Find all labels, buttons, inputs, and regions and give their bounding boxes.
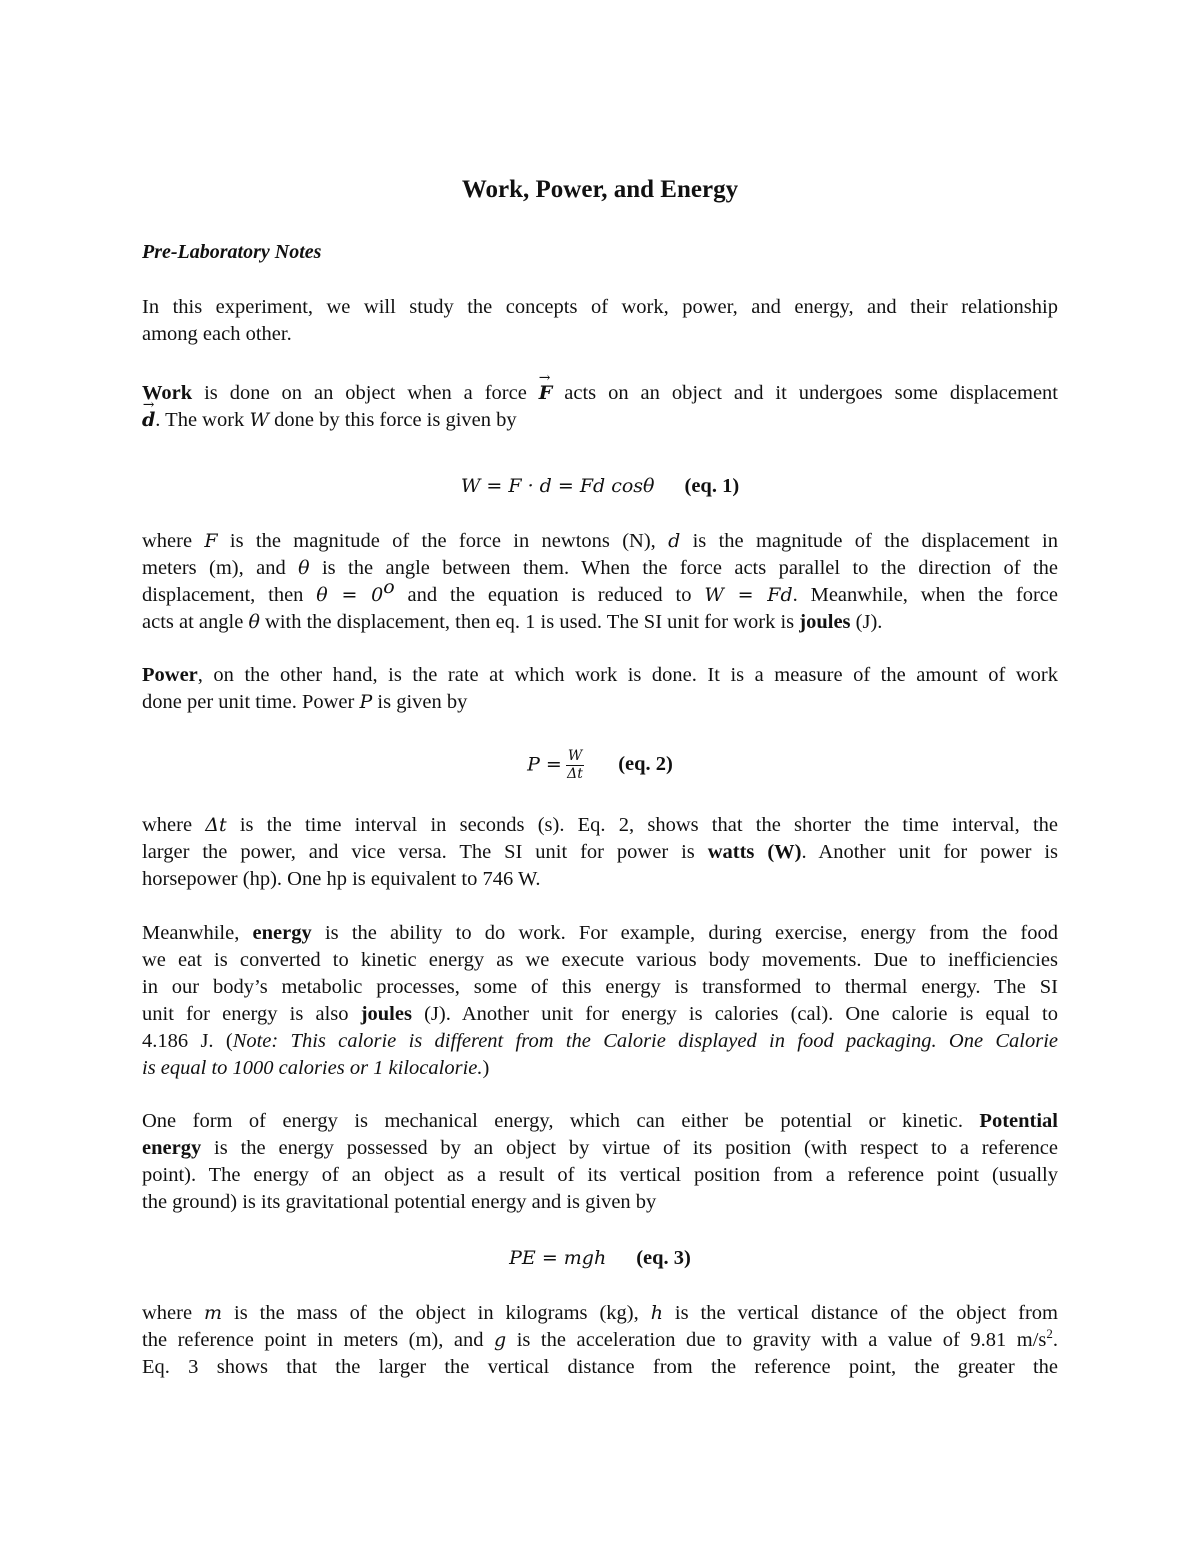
displacement-vector: → d bbox=[142, 407, 155, 434]
equation-1 bbox=[0, 470, 1200, 501]
power-line-1: Power, on the other hand, is the rate at which work is done. It is a measure of the amount of work bbox=[142, 664, 1058, 686]
power-explain-line-3: horsepower (hp). One hp is equivalent to 746 W. bbox=[142, 868, 541, 890]
energy-line-5: 4.186 J. (Note: This calorie is different from the Calorie displayed in food packaging. One Calorie bbox=[142, 1030, 1058, 1052]
section-subtitle: Pre-Laboratory Notes bbox=[142, 241, 322, 263]
energy-term: energy bbox=[252, 922, 312, 944]
intro-line-2: among each other. bbox=[142, 323, 292, 345]
potential-line-1: One form of energy is mechanical energy, which can either be potential or kinetic. Potential bbox=[142, 1110, 1058, 1132]
intro-paragraph bbox=[142, 294, 1058, 348]
equation-3 bbox=[0, 1242, 1200, 1273]
pe-explain-line-1: where m is the mass of the object in kilograms (kg), h is the vertical distance of the object from bbox=[142, 1302, 1058, 1324]
force-vector: → F bbox=[539, 380, 553, 407]
energy-line-3: in our body’s metabolic processes, some of this energy is transformed to thermal energy. The SI bbox=[142, 976, 1058, 998]
work-paragraph bbox=[142, 380, 1058, 434]
potential-line-4: the ground) is its gravitational potential energy and is given by bbox=[142, 1191, 657, 1213]
page-title: Work, Power, and Energy bbox=[461, 176, 739, 203]
work-explain-line-3: displacement, then $\theta = 0^o$ and the equation is reduced to W = Fd. Meanwhile, when the force bbox=[142, 576, 1059, 606]
pe-explanation-paragraph bbox=[142, 1300, 1058, 1381]
energy-line-1: Meanwhile, energy is the ability to do work. For example, during exercise, energy from the food bbox=[142, 922, 1058, 944]
work-explain-line-2: meters (m), and θ is the angle between them. When the force acts parallel to the direction of the bbox=[142, 557, 1058, 579]
power-explain-line-2: larger the power, and vice versa. The SI unit for power is watts (W). Another unit for power is bbox=[142, 841, 1058, 863]
power-explanation-paragraph bbox=[142, 812, 1058, 893]
intro-line-1: In this experiment, we will study the concepts of work, power, and energy, and their relationship bbox=[142, 296, 1058, 318]
equation-2-fraction: $\frac{W}{\Delta t}$ bbox=[567, 748, 583, 782]
power-line-2: done per unit time. Power P is given by bbox=[142, 691, 468, 713]
potential-line-2: energy is the energy possessed by an object by virtue of its position (with respect to a reference bbox=[142, 1137, 1058, 1159]
equation-1-tag: (eq. 1) bbox=[684, 475, 740, 497]
work-explanation-paragraph bbox=[142, 528, 1058, 636]
potential-energy-paragraph bbox=[142, 1108, 1058, 1216]
pe-explain-line-3: Eq. 3 shows that the larger the vertical distance from the reference point, the greater the bbox=[142, 1356, 1058, 1378]
power-paragraph bbox=[142, 662, 1058, 716]
work-line-1: Work is done on an object when a force → F acts on an object and it undergoes some displacement bbox=[142, 380, 1058, 407]
calorie-note: Note: This calorie is different from the Calorie displayed in food packaging. One Calorie bbox=[232, 1030, 1058, 1052]
work-explain-line-4: acts at angle θ with the displacement, then eq. 1 is used. The SI unit for work is joules (J). bbox=[142, 611, 883, 633]
equation-2-lhs: P = bbox=[527, 753, 562, 776]
power-term: Power bbox=[142, 664, 198, 686]
equation-2 bbox=[0, 748, 1200, 783]
energy-line-6: is equal to 1000 calories or 1 kilocalorie.) bbox=[142, 1057, 490, 1079]
energy-paragraph bbox=[142, 920, 1058, 1082]
power-explain-line-1: where Δt is the time interval in seconds (s). Eq. 2, shows that the shorter the time interval, the bbox=[142, 814, 1058, 836]
work-explain-line-1: where F is the magnitude of the force in newtons (N), d is the magnitude of the displacement in bbox=[142, 530, 1058, 552]
equation-3-tag: (eq. 3) bbox=[636, 1247, 691, 1269]
work-term: Work bbox=[142, 382, 193, 404]
potential-line-3: point). The energy of an object as a result of its vertical position from a reference point (usually bbox=[142, 1164, 1058, 1186]
work-line-2: → d. The work W done by this force is given by bbox=[142, 407, 1058, 434]
pe-explain-line-2: the reference point in meters (m), and g is the acceleration due to gravity with a value of 9.81 $m/s^2$. bbox=[142, 1326, 1059, 1351]
energy-line-4: unit for energy is also joules (J). Another unit for energy is calories (cal). One calorie is equal to bbox=[142, 1003, 1058, 1025]
equation-3-expression: PE = mgh bbox=[509, 1247, 607, 1269]
energy-line-2: we eat is converted to kinetic energy as we execute various body movements. Due to inefficiencies bbox=[142, 949, 1058, 971]
equation-1-expression: W = F · d = Fd cosθ bbox=[460, 475, 655, 497]
equation-2-tag: (eq. 2) bbox=[618, 753, 673, 776]
